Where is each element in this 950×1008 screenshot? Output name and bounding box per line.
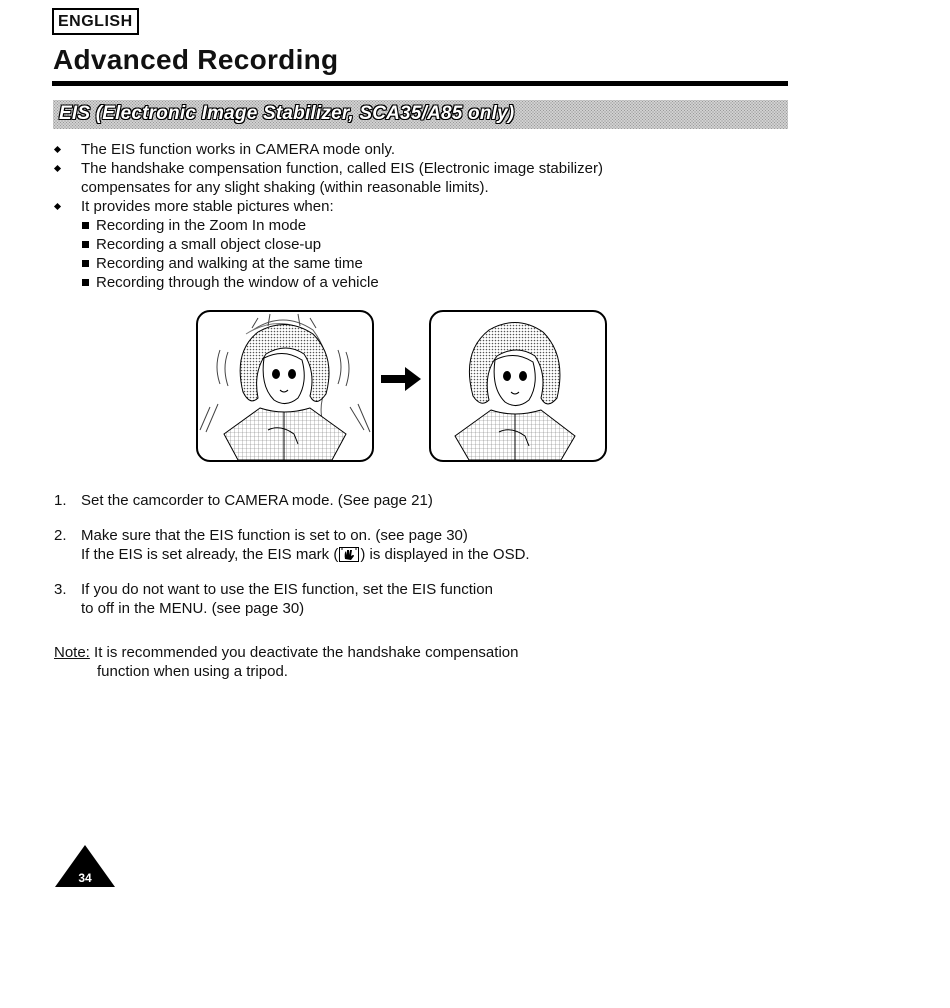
right-arrow-icon [377,361,425,397]
diamond-bullet-icon [54,203,62,211]
note-text: It is recommended you deactivate the handshake compensation [94,644,519,661]
step-text: Set the camcorder to CAMERA mode. (See page 21) [81,492,433,509]
bullet-continuation: compensates for any slight shaking (within reasonable limits). [81,179,489,196]
step-item [54,580,754,618]
step-text: If you do not want to use the EIS function, set the EIS function [81,581,493,598]
bullet-text: It provides more stable pictures when: [81,198,334,215]
step-item [54,526,754,564]
square-bullet-icon [82,241,89,248]
step-number: 1. [54,492,67,509]
bullet-item [54,197,754,216]
bullet-text: The EIS function works in CAMERA mode only. [81,141,396,158]
stable-woman-illustration [429,310,607,462]
eis-hand-icon [339,547,359,562]
bullet-text: The handshake compensation function, called EIS (Electronic image stabilizer) [81,160,603,177]
square-bullet-icon [82,279,89,286]
note-continuation: function when using a tripod. [97,663,288,680]
language-tag: ENGLISH [52,8,139,35]
sub-list-item: Recording in the Zoom In mode [81,216,754,235]
step-number: 2. [54,527,67,544]
bullet-item [54,159,754,197]
step-continuation: to off in the MENU. (see page 30) [81,600,305,617]
feature-bullet-list [54,140,754,292]
sub-list-item: Recording a small object close-up [81,235,754,254]
sub-list-item: Recording and walking at the same time [81,254,754,273]
sub-list-item: Recording through the window of a vehicle [81,273,754,292]
note-block [54,643,754,681]
square-bullet-icon [82,222,89,229]
note-label: Note: [54,644,90,661]
diamond-bullet-icon [54,146,62,154]
section-heading: EIS (Electronic Image Stabilizer, SCA35/A85 only) [59,103,515,124]
title-rule [52,81,788,86]
page-title: Advanced Recording [53,44,339,75]
step-number: 3. [54,581,67,598]
condition-sub-list [54,216,754,292]
page-number: 34 [78,871,92,885]
procedure-steps [54,491,754,634]
step-detail: If the EIS is set already, the EIS mark ( ) is displayed in the OSD. [81,546,530,563]
diamond-bullet-icon [54,165,62,173]
section-banner [53,100,788,129]
step-item [54,491,754,510]
step-text: Make sure that the EIS function is set to on. (see page 30) [81,527,468,544]
square-bullet-icon [82,260,89,267]
bullet-item [54,140,754,159]
shaky-woman-illustration [196,310,374,462]
